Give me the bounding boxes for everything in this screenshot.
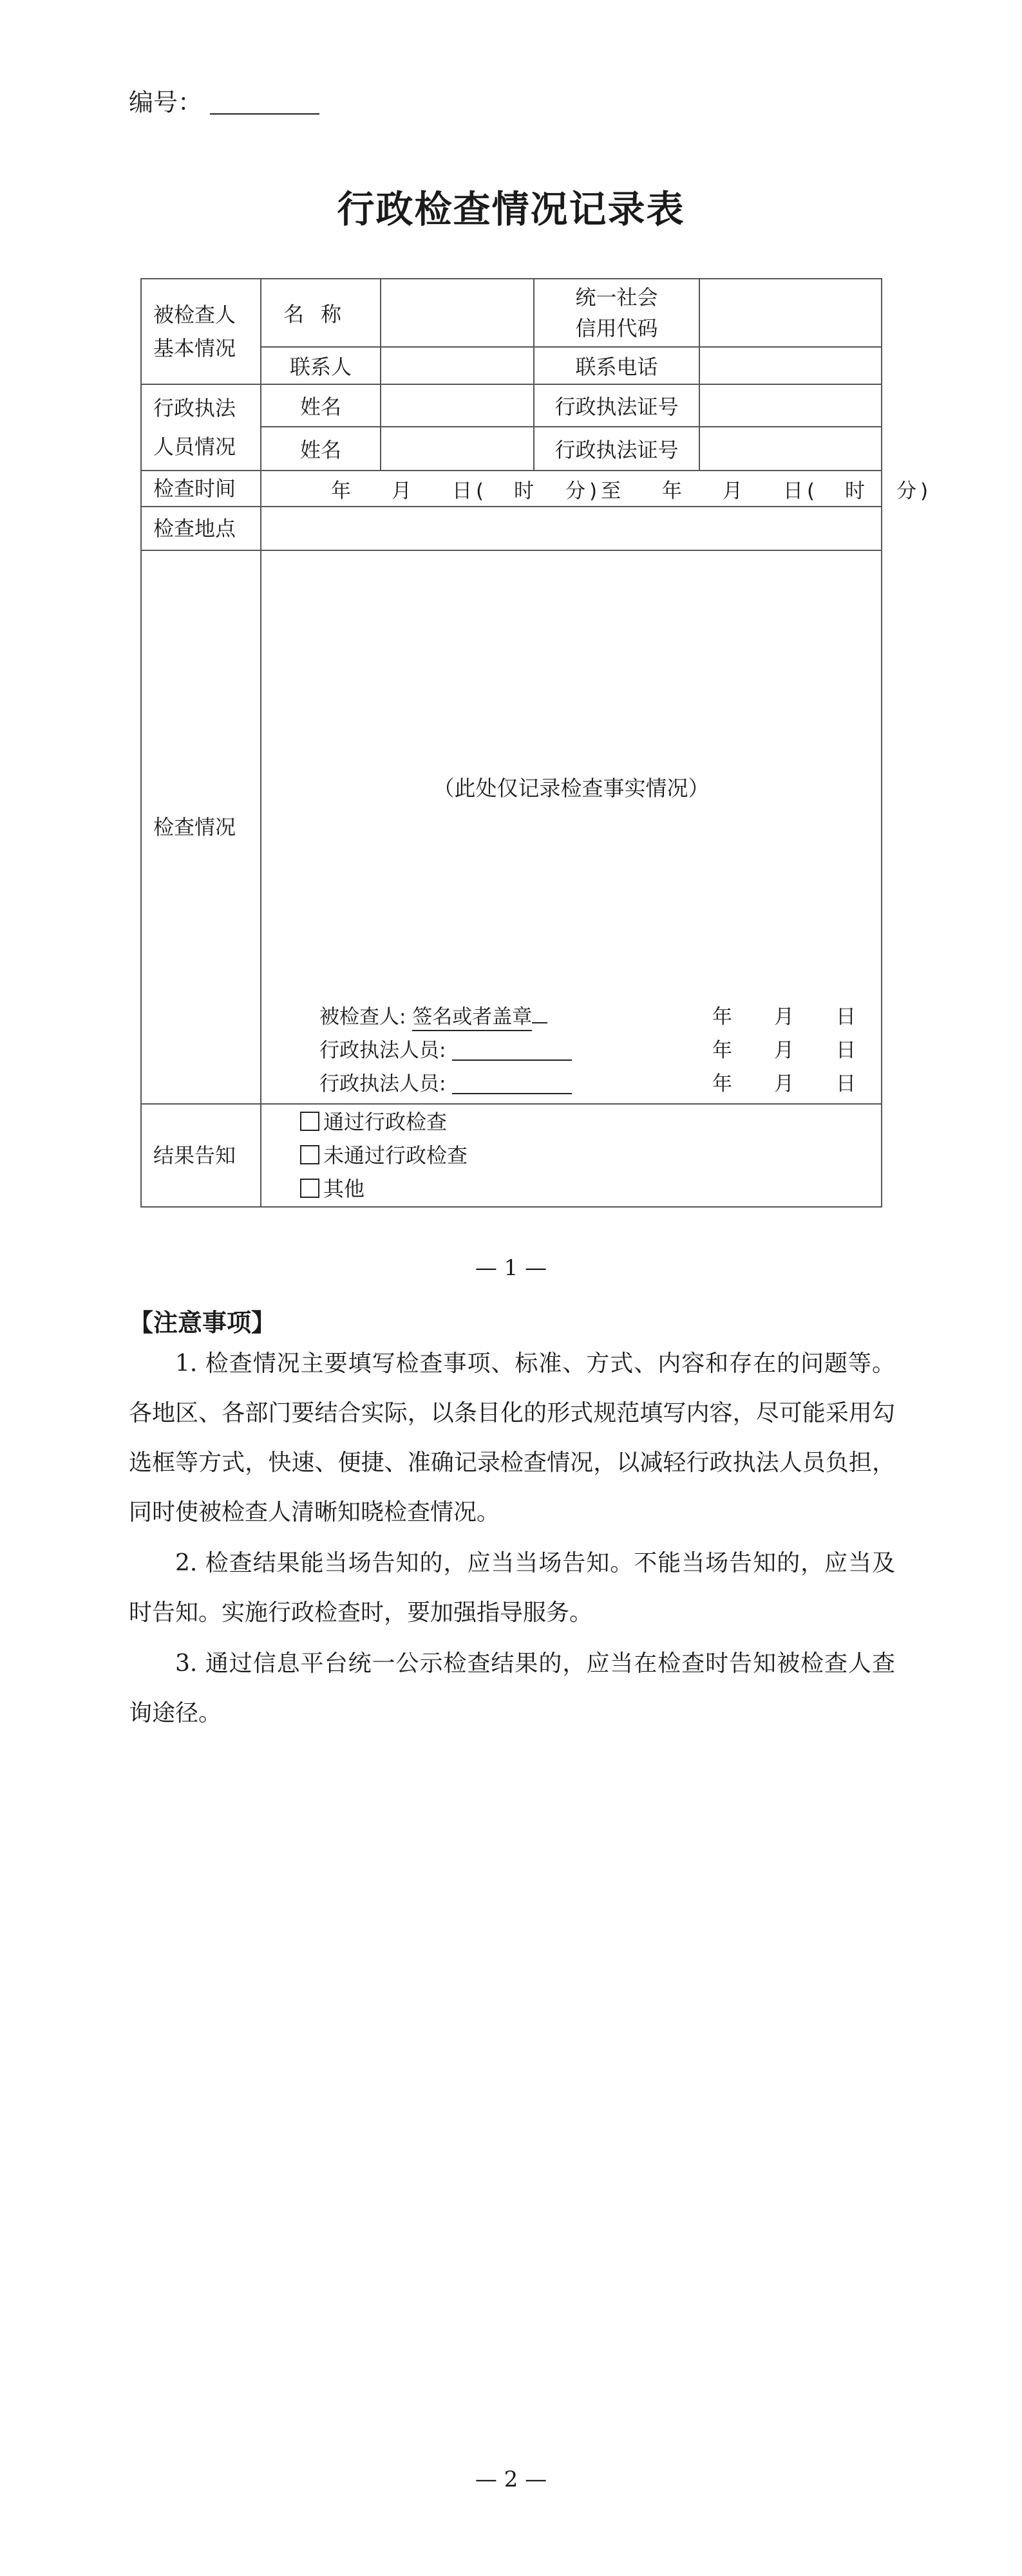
time-unit: 月	[723, 479, 746, 503]
phone-label: 联系电话	[534, 347, 699, 384]
place-label: 检查地点	[141, 507, 261, 550]
checkbox-icon[interactable]	[300, 1112, 319, 1131]
officer-name-field[interactable]	[381, 427, 534, 471]
sign-officer-line[interactable]	[452, 1072, 572, 1094]
officer-cert-field[interactable]	[699, 384, 882, 427]
serial-label: 编号：	[129, 88, 203, 117]
time-unit: 时	[514, 479, 538, 503]
time-unit: 分)	[896, 479, 932, 503]
inspection-label: 检查情况	[141, 550, 261, 1104]
officer-cert-label: 行政执法证号	[534, 384, 699, 427]
page-number-1: — 1 —	[475, 1255, 547, 1281]
name-label: 名称	[261, 279, 381, 347]
officer-name-label: 姓名	[261, 384, 381, 427]
signature-inspected	[319, 1000, 547, 1029]
serial-number	[129, 82, 319, 118]
sign-officer-line[interactable]	[452, 1039, 572, 1061]
inspection-record-table	[140, 278, 932, 1208]
notice-heading: 【注意事项】	[129, 1309, 276, 1337]
date-year: 年	[712, 1039, 733, 1062]
contact-field[interactable]	[381, 347, 534, 384]
notice-item-3: 3. 通过信息平台统一公示检查结果的，应当在检查时告知被检查人查询途径。	[129, 1650, 895, 1726]
credit-code-field[interactable]	[699, 279, 882, 347]
date-year: 年	[712, 1072, 733, 1096]
inspection-note: （此处仅记录检查事实情况）	[433, 776, 710, 801]
notice-item-1: 1. 检查情况主要填写检查事项、标准、方式、内容和存在的问题等。各地区、各部门要结合实际，以条目化的形式规范填写内容，尽可能采用勾选框等方式，快速、便捷、准确记录检查情况，以减轻行政执法人员负担，同时使被检查人清晰知晓检查情况。	[129, 1350, 895, 1526]
officer-name-field[interactable]	[381, 384, 534, 427]
officer-cert-label: 行政执法证号	[534, 427, 699, 471]
sign-date	[712, 1034, 857, 1063]
date-month: 月	[774, 1039, 795, 1062]
serial-blank[interactable]	[210, 91, 319, 115]
time-unit: 年	[662, 479, 686, 503]
time-unit: 年	[331, 479, 355, 503]
time-unit: 日(	[783, 479, 819, 503]
officer-info-label: 行政执法 人员情况	[141, 384, 261, 471]
inspected-party-label: 被检查人 基本情况	[141, 279, 261, 384]
form-title: 行政检查情况记录表	[337, 187, 685, 231]
date-month: 月	[774, 1072, 795, 1096]
inspection-field[interactable]	[261, 550, 882, 1104]
result-options	[261, 1104, 882, 1207]
date-day: 日	[836, 1039, 857, 1062]
result-option-label: 通过行政检查	[323, 1110, 448, 1134]
result-option[interactable]	[300, 1105, 876, 1139]
sign-officer-label: 行政执法人员:	[319, 1039, 446, 1062]
time-unit: 日(	[452, 479, 488, 503]
sign-inspected-hint[interactable]: 签名或者盖章	[412, 1005, 532, 1031]
time-label: 检查时间	[141, 471, 261, 507]
officer-name-label: 姓名	[261, 427, 381, 471]
credit-code-label: 统一社会 信用代码	[534, 279, 699, 347]
signature-officer-1	[319, 1034, 572, 1063]
date-day: 日	[836, 1072, 857, 1096]
date-month: 月	[774, 1005, 795, 1029]
sign-date	[712, 1067, 857, 1096]
result-label: 结果告知	[141, 1104, 261, 1207]
checkbox-icon[interactable]	[300, 1145, 319, 1164]
officer-cert-field[interactable]	[699, 427, 882, 471]
date-year: 年	[712, 1005, 733, 1029]
result-option[interactable]	[300, 1139, 876, 1172]
signature-officer-2	[319, 1067, 572, 1096]
phone-field[interactable]	[699, 347, 882, 384]
page-number-2: — 2 —	[475, 2467, 547, 2492]
time-unit: 分)至	[565, 479, 625, 503]
result-option-label: 其他	[323, 1177, 365, 1201]
notice-item-2: 2. 检查结果能当场告知的，应当当场告知。不能当场告知的，应当及时告知。实施行政检查时，要加强指导服务。	[129, 1550, 895, 1626]
contact-label: 联系人	[261, 347, 381, 384]
time-unit: 月	[392, 479, 415, 503]
time-field[interactable]	[261, 471, 932, 507]
date-day: 日	[836, 1005, 857, 1029]
place-field[interactable]	[261, 507, 882, 550]
result-option[interactable]	[300, 1172, 876, 1206]
sign-date	[712, 1000, 857, 1029]
sign-officer-label: 行政执法人员:	[319, 1072, 446, 1096]
name-field[interactable]	[381, 279, 534, 347]
time-unit: 时	[845, 479, 869, 503]
result-option-label: 未通过行政检查	[323, 1143, 468, 1168]
checkbox-icon[interactable]	[300, 1179, 319, 1198]
sign-inspected-label: 被检查人:	[319, 1005, 406, 1029]
